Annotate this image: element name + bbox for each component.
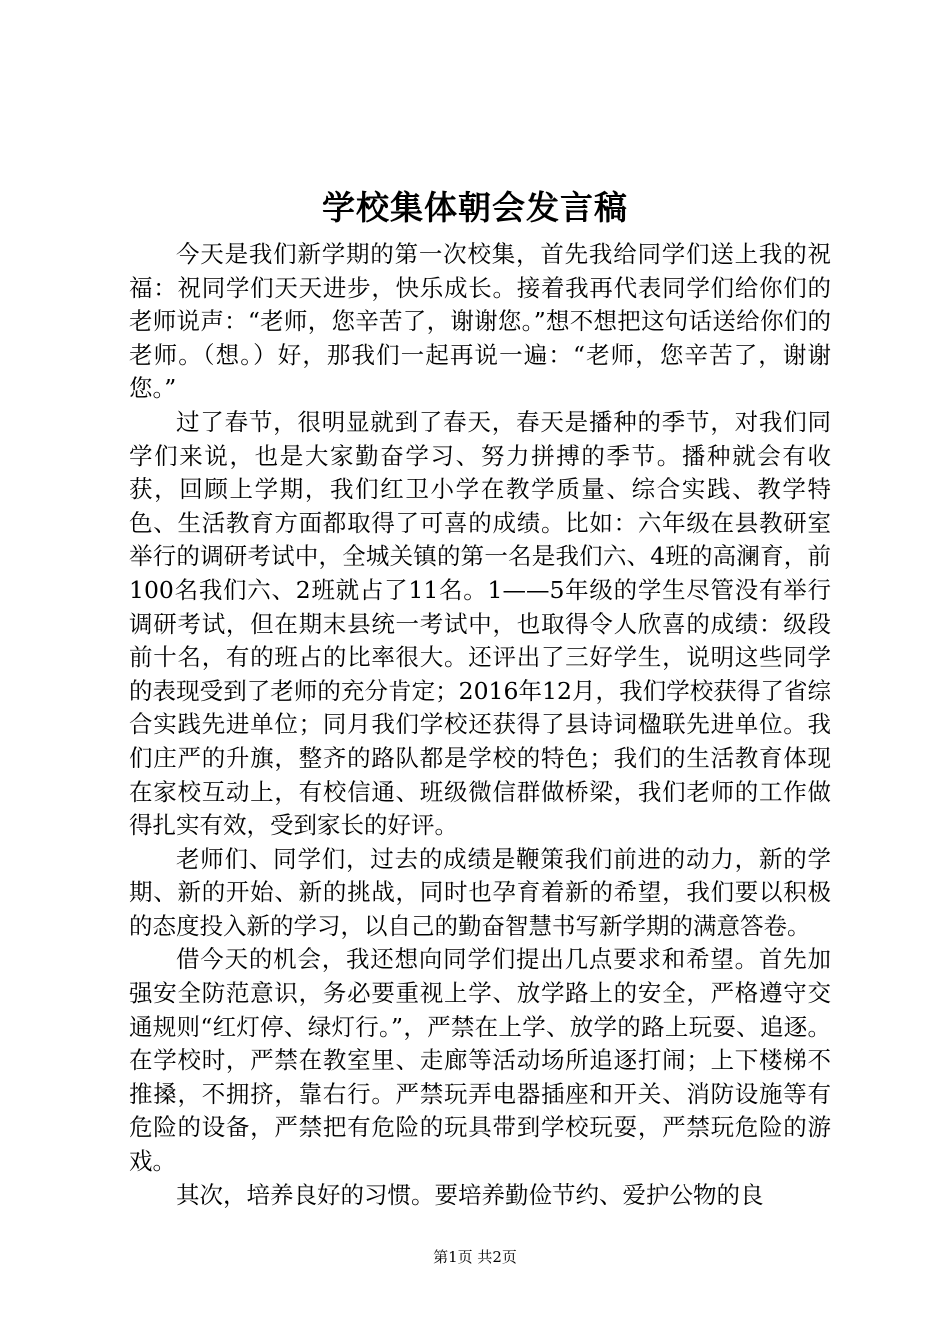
paragraph-greeting: 今天是我们新学期的第一次校集，首先我给同学们送上我的祝福：祝同学们天天进步，快乐成长。接着我再代表同学们给你们的老师说声：“老师，您辛苦了，谢谢您。”想不想把这句话送给你们的老师。（想。）好，那我们一起再说一遍：“老师，您辛苦了，谢谢您。”: [129, 240, 831, 403]
paragraph-encouragement: 老师们、同学们，过去的成绩是鞭策我们前进的动力，新的学期、新的开始、新的挑战，同时也孕育着新的希望，我们要以积极的态度投入新的学习，以自己的勤奋智慧书写新学期的满意答卷。: [129, 844, 831, 940]
document-body: [129, 238, 831, 1212]
document-title: 学校集体朝会发言稿: [322, 188, 628, 227]
paragraph-achievements: 过了春节，很明显就到了春天，春天是播种的季节，对我们同学们来说，也是大家勤奋学习、努力拼搏的季节。播种就会有收获，回顾上学期，我们红卫小学在教学质量、综合实践、教学特色、生活教育方面都取得了可喜的成绩。比如：六年级在县教研室举行的调研考试中，全城关镇的第一名是我们六、4班的高澜育，前100名我们六、2班就占了11名。1——5年级的学生尽管没有举行调研考试，但在期末县统一考试中，也取得令人欣喜的成绩：级段前十名，有的班占的比率很大。还评出了三好学生，说明这些同学的表现受到了老师的充分肯定；2016年12月，我们学校获得了省综合实践先进单位；同月我们学校还获得了县诗词楹联先进单位。我们庄严的升旗，整齐的路队都是学校的特色；我们的生活教育体现在家校互动上，有校信通、班级微信群做桥梁，我们老师的工作做得扎实有效，受到家长的好评。: [129, 407, 831, 840]
paragraph-safety-requirements: 借今天的机会，我还想向同学们提出几点要求和希望。首先加强安全防范意识，务必要重视上学、放学路上的安全，严格遵守交通规则“红灯停、绿灯行。”，严禁在上学、放学的路上玩耍、追逐。在学校时，严禁在教室里、走廊等活动场所追逐打闹；上下楼梯不推搡，不拥挤，靠右行。严禁玩弄电器插座和开关、消防设施等有危险的设备，严禁把有危险的玩具带到学校玩耍，严禁玩危险的游戏。: [129, 945, 831, 1176]
paragraph-habits: 其次，培养良好的习惯。要培养勤俭节约、爱护公物的良: [176, 1180, 764, 1209]
page-footer: 第1页 共2页: [433, 1248, 517, 1266]
